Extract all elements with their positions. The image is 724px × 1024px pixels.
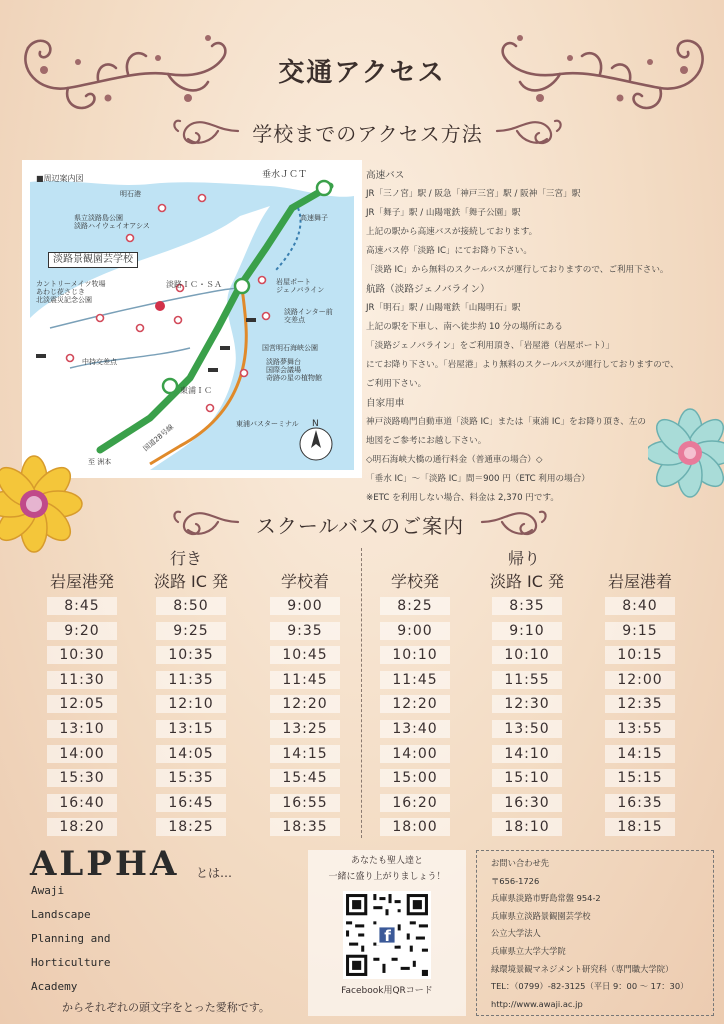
- map-label-sumoto: 至 洲本: [88, 458, 112, 466]
- timetable-cell: 18:20: [47, 818, 117, 836]
- timetable-cell: 11:45: [270, 671, 340, 689]
- access-line: ご利用下さい。: [366, 379, 427, 389]
- map-label-takamaru: 高速舞子: [300, 214, 328, 222]
- timetable-cell: 18:10: [492, 818, 562, 836]
- timetable-cell: 14:05: [156, 745, 226, 763]
- timetable-cell: 16:20: [380, 794, 450, 812]
- timetable-cell: 12:20: [270, 695, 340, 713]
- contact-line: 公立大学法人: [491, 928, 541, 939]
- timetable-cell: 11:30: [47, 671, 117, 689]
- timetable-column-head: 淡路 IC 発: [489, 572, 565, 591]
- timetable-cell: 14:15: [605, 745, 675, 763]
- timetable-cell: 12:00: [605, 671, 675, 689]
- timetable-cell: 11:55: [492, 671, 562, 689]
- timetable-cell: 10:15: [605, 646, 675, 664]
- facebook-qr-code[interactable]: [343, 891, 431, 979]
- map-label-aoi: 県立淡路島公園 淡路ハイウェイオアシス: [74, 214, 150, 231]
- map-label-country: カントリーメイツ牧場 あわじ花さじき 北淡震災記念公園: [36, 280, 106, 305]
- timetable-column: [605, 597, 675, 843]
- timetable-cell: 16:30: [492, 794, 562, 812]
- timetable-divider: [361, 548, 362, 838]
- alpha-note: からそれぞれの頭文字をとった愛称です。: [62, 1001, 270, 1014]
- timetable-cell: 12:20: [380, 695, 450, 713]
- access-line: JR「明石」駅 / 山陽電鉄「山陽明石」駅: [366, 303, 521, 313]
- access-mode-heading: 自家用車: [366, 398, 405, 409]
- facebook-qr-caption: Facebook用QRコード: [341, 986, 433, 996]
- timetable-column: [156, 597, 226, 843]
- access-heading: 学校までのアクセス方法: [252, 122, 483, 146]
- timetable-cell: 12:35: [605, 695, 675, 713]
- timetable-cell: 14:00: [380, 745, 450, 763]
- facebook-line1: あなたも聖人達と: [350, 856, 423, 866]
- timetable-cell: 10:10: [380, 646, 450, 664]
- map-caption: ■周辺案内図: [36, 174, 84, 183]
- timetable-cell: 14:00: [47, 745, 117, 763]
- alpha-word: Planning and: [31, 932, 111, 945]
- map-canvas: [30, 168, 354, 470]
- timetable-cell: 15:35: [156, 769, 226, 787]
- alpha-logo: ALPHA: [30, 844, 180, 884]
- map-label-yume: 淡路夢舞台 国際会議場 奇跡の星の植物館: [266, 358, 322, 383]
- timetable-column: [492, 597, 562, 843]
- access-line: 神戸淡路鳴門自動車道「淡路 IC」または「東浦 IC」をお降り頂き、左の: [366, 417, 647, 427]
- access-mode-heading: 航路（淡路ジェノバライン）: [366, 284, 490, 295]
- map-label-nakamochi: 中持交差点: [82, 358, 117, 366]
- access-line: 地図をご参考にお越し下さい。: [366, 436, 487, 446]
- timetable-cell: 18:00: [380, 818, 450, 836]
- timetable-column: [47, 597, 117, 843]
- timetable-cell: 13:10: [47, 720, 117, 738]
- return-label: 帰り: [508, 549, 541, 568]
- timetable-cell: 16:40: [47, 794, 117, 812]
- contact-line: 〒656-1726: [491, 875, 540, 886]
- svg-text:N: N: [312, 419, 319, 429]
- timetable-cell: 9:20: [47, 622, 117, 640]
- contact-line: 兵庫県立淡路景観園芸学校: [491, 910, 591, 921]
- timetable-cell: 8:25: [380, 597, 450, 615]
- facebook-qr-panel: [308, 850, 466, 1016]
- map-label-school: 淡路景観園芸学校: [48, 252, 138, 268]
- map-label-higashiura: 東浦ＩＣ: [180, 386, 212, 395]
- timetable-cell: 15:00: [380, 769, 450, 787]
- timetable-cell: 10:30: [47, 646, 117, 664]
- timetable-cell: 15:30: [47, 769, 117, 787]
- svg-text:f: f: [384, 926, 391, 945]
- timetable-cell: 9:10: [492, 622, 562, 640]
- timetable-column: [380, 597, 450, 843]
- timetable-cell: 15:45: [270, 769, 340, 787]
- contact-line: 緑環境景観マネジメント研究科（専門職大学院）: [491, 963, 674, 974]
- contact-line: 兵庫県立大学大学院: [491, 945, 566, 956]
- access-line: JR「三ノ宮」駅 / 阪急「神戸三宮」駅 / 阪神「三宮」駅: [366, 189, 581, 199]
- access-line: JR「舞子」駅 / 山陽電鉄「舞子公園」駅: [366, 208, 521, 218]
- access-line: ◇明石海峡大橋の通行料金（普通車の場合）◇: [366, 455, 543, 465]
- timetable-cell: 10:35: [156, 646, 226, 664]
- timetable-cell: 12:30: [492, 695, 562, 713]
- teal-flower-decoration: [648, 398, 724, 508]
- timetable-cell: 10:45: [270, 646, 340, 664]
- access-line: ※ETC を利用しない場合、料金は 2,370 円です。: [366, 493, 559, 503]
- timetable-cell: 9:35: [270, 622, 340, 640]
- timetable-cell: 13:40: [380, 720, 450, 738]
- timetable-cell: 8:45: [47, 597, 117, 615]
- access-line: 上記の駅を下車し、南へ徒歩約 10 分の場所にある: [366, 322, 563, 332]
- alpha-towa: とは…: [196, 866, 233, 880]
- qr-pattern: [343, 891, 431, 979]
- contact-line: 兵庫県淡路市野島常盤 954-2: [491, 893, 601, 904]
- timetable-column-head: 学校着: [280, 572, 329, 591]
- timetable-cell: 15:15: [605, 769, 675, 787]
- timetable-cell: 12:10: [156, 695, 226, 713]
- map-label-iwaya: 岩屋ポート ジェノバライン: [276, 278, 325, 295]
- access-line: 「淡路ジェノバライン」をご利用頂き、「岩屋港（岩屋ポート）」: [366, 341, 614, 351]
- timetable-cell: 15:10: [492, 769, 562, 787]
- facebook-line2: 一緒に盛り上がりましょう！: [328, 872, 446, 882]
- access-line: にてお降り下さい。「岩屋港」より無料のスクールバスが運行しておりますので、: [366, 360, 679, 370]
- timetable-cell: 16:45: [156, 794, 226, 812]
- timetable-cell: 18:25: [156, 818, 226, 836]
- access-heading-right-ornament: [495, 113, 567, 149]
- timetable-cell: 10:10: [492, 646, 562, 664]
- map-label-route28: 国道28号線: [141, 423, 176, 453]
- timetable-cell: 9:25: [156, 622, 226, 640]
- access-mode-heading: 高速バス: [366, 170, 405, 181]
- timetable-cell: 8:35: [492, 597, 562, 615]
- timetable-cell: 8:50: [156, 597, 226, 615]
- timetable-cell: 13:15: [156, 720, 226, 738]
- bus-heading-left-ornament: [168, 504, 240, 540]
- timetable-cell: 9:15: [605, 622, 675, 640]
- timetable-cell: 14:15: [270, 745, 340, 763]
- contact-panel: [476, 850, 714, 1016]
- alpha-word: Horticulture: [31, 956, 111, 969]
- timetable-cell: 9:00: [380, 622, 450, 640]
- timetable-column-head: 学校発: [390, 572, 439, 591]
- map-label-akashi: 明石港: [120, 190, 141, 198]
- outbound-label: 行き: [170, 549, 203, 568]
- timetable-cell: 11:35: [156, 671, 226, 689]
- timetable-cell: 18:15: [605, 818, 675, 836]
- area-map: [22, 160, 362, 478]
- map-label-ic-sa: 淡路ＩＣ・ＳＡ: [166, 280, 222, 289]
- map-label-kaikyo: 国営明石海峡公園: [262, 344, 318, 352]
- bus-heading: スクールバスのご案内: [255, 514, 465, 538]
- timetable-cell: 16:55: [270, 794, 340, 812]
- page-title: 交通アクセス: [278, 58, 446, 88]
- map-label-jct: 垂水ＪＣＴ: [262, 170, 308, 180]
- yellow-flower-decoration: [0, 448, 92, 563]
- timetable-cell: 13:55: [605, 720, 675, 738]
- website-link[interactable]: http://www.awaji.ac.jp: [491, 998, 583, 1009]
- timetable-cell: 12:05: [47, 695, 117, 713]
- bus-heading-right-ornament: [480, 504, 552, 540]
- timetable-cell: 16:35: [605, 794, 675, 812]
- timetable-cell: 13:50: [492, 720, 562, 738]
- alpha-word: Academy: [31, 980, 78, 993]
- map-label-bt: 東浦バスターミナル: [236, 420, 299, 428]
- timetable-column: [270, 597, 340, 843]
- timetable-cell: 13:25: [270, 720, 340, 738]
- access-heading-left-ornament: [168, 113, 240, 149]
- contact-line: お問い合わせ先: [491, 858, 550, 868]
- timetable-cell: 11:45: [380, 671, 450, 689]
- timetable-column-head: 岩屋港着: [607, 572, 672, 591]
- access-line: 高速バス停「淡路 IC」にてお降り下さい。: [366, 246, 532, 256]
- access-line: 上記の駅から高速バスが接続しております。: [366, 227, 538, 237]
- timetable-column-head: 淡路 IC 発: [153, 572, 229, 591]
- access-line: 「垂水 IC」～「淡路 IC」間＝900 円（ETC 利用の場合）: [366, 474, 590, 484]
- alpha-word: Landscape: [31, 908, 91, 921]
- timetable-cell: 18:35: [270, 818, 340, 836]
- map-label-iwaya-ic: 淡路インター前 交差点: [284, 308, 333, 325]
- timetable-cell: 9:00: [270, 597, 340, 615]
- contact-line: TEL：（0799）-82-3125（平日 9：00 ～ 17：30）: [491, 981, 689, 992]
- access-line: 「淡路 IC」から無料のスクールバスが運行しておりますので、ご利用下さい。: [366, 265, 669, 275]
- timetable-cell: 14:10: [492, 745, 562, 763]
- timetable-cell: 8:40: [605, 597, 675, 615]
- timetable-column-head: 岩屋港発: [49, 572, 114, 591]
- alpha-word: Awaji: [31, 884, 65, 897]
